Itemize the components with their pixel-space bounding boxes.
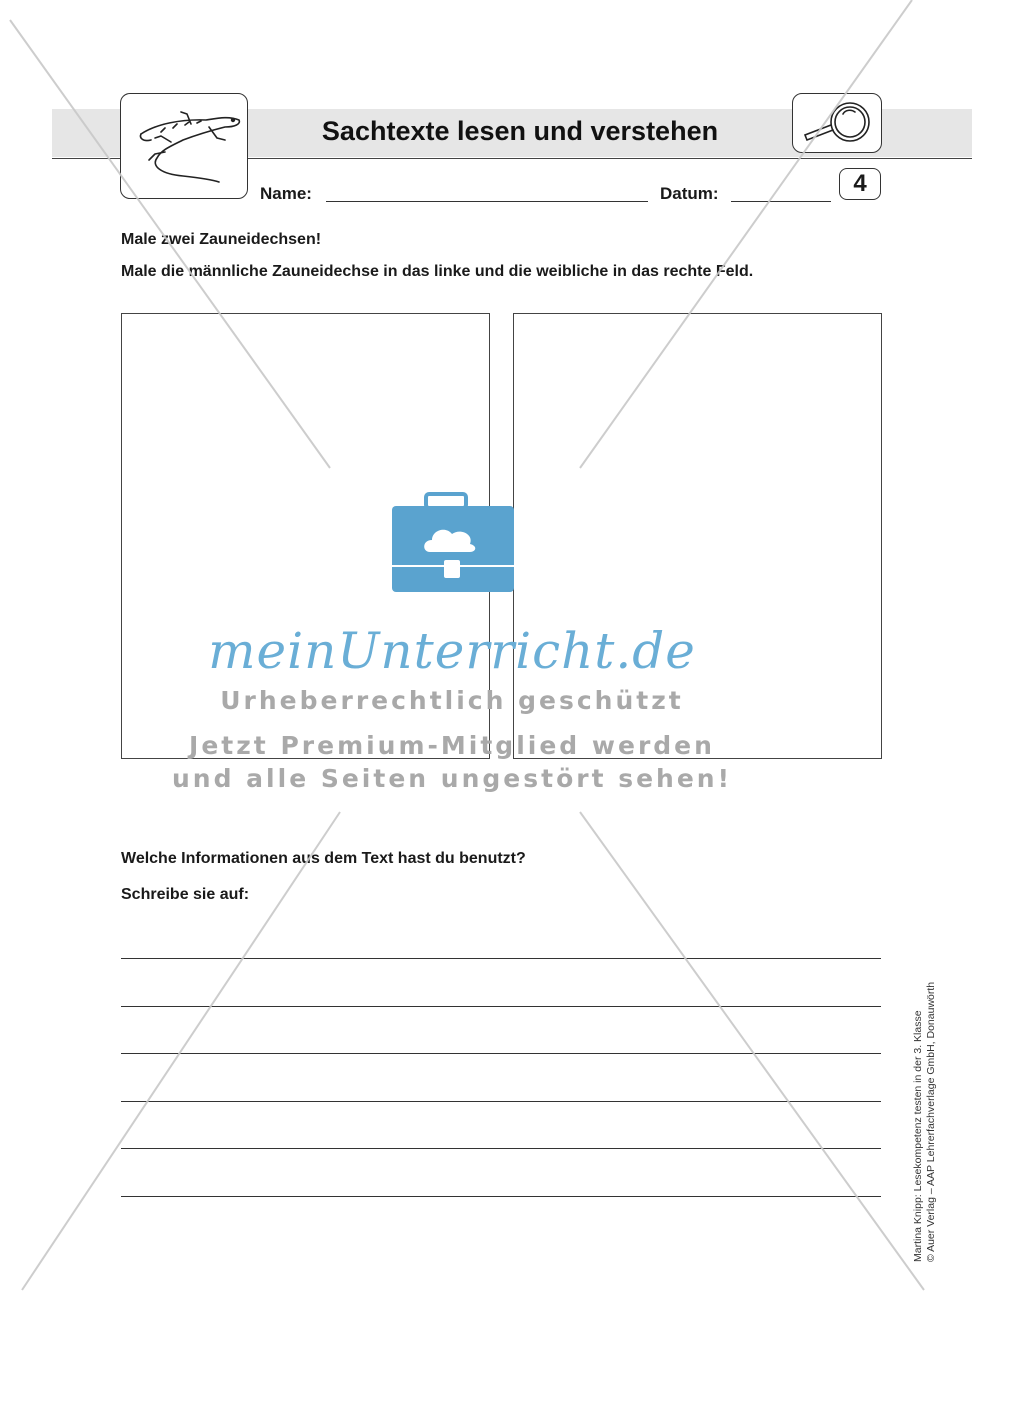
page-number-badge: 4: [839, 168, 881, 200]
watermark-diagonal-line: [22, 812, 340, 1290]
credit-line-publisher: © Auer Verlag – AAP Lehrerfachverlage GmbH, Donauwörth: [925, 981, 937, 1262]
name-label: Name:: [260, 184, 312, 203]
instruction-text: Male die männliche Zauneidechse in das linke und die weibliche in das rechte Feld.: [121, 263, 754, 280]
watermark-line-3: und alle Seiten ungestört sehen!: [171, 764, 733, 793]
watermark-line-1: Urheberrechtlich geschützt: [220, 686, 684, 715]
instruction-title: Male zwei Zauneidechsen!: [121, 231, 322, 248]
watermark-line-2: Jetzt Premium-Mitglied werden: [189, 731, 715, 760]
watermark-diagonal-line: [580, 0, 912, 468]
question-text: Welche Informationen aus dem Text hast du benutzt?: [121, 850, 526, 867]
briefcase-icon: [392, 494, 514, 592]
page-title: Sachtexte lesen und verstehen: [321, 116, 719, 146]
watermark-diagonal-line: [10, 20, 330, 468]
date-label: Datum:: [660, 184, 719, 203]
credit-line-author: Martina Knipp: Lesekompetenz testen in der 3. Klasse: [912, 1010, 924, 1262]
watermark-diagonal-line: [580, 812, 924, 1290]
watermark-brand: meinUnterricht.de: [208, 622, 696, 680]
write-prompt: Schreibe sie auf:: [121, 886, 250, 903]
